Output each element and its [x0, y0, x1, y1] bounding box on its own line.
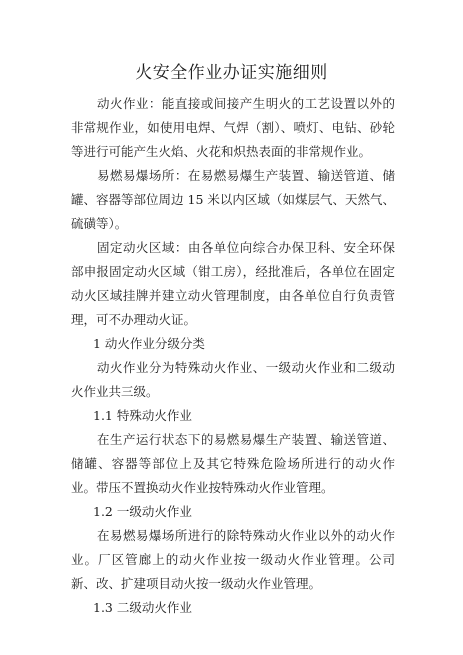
paragraph-special-hot-work: 在生产运行状态下的易燃易爆生产装置、输送管道、储罐、容器等部位上及其它特殊危险场所进行的动火作业。带压不置换动火作业按特殊动火作业管理。	[71, 432, 395, 495]
section-heading-1: 1 动火作业分级分类	[93, 336, 205, 351]
section-heading-1-2: 1.2 一级动火作业	[93, 504, 192, 519]
paragraph-first-level-hot-work: 在易燃易爆场所进行的除特殊动火作业以外的动火作业。厂区管廊上的动火作业按一级动火作业管理。公司新、改、扩建项目动火按一级动火作业管理。	[71, 528, 395, 591]
paragraph-flammable-site-definition: 易燃易爆场所：在易燃易爆生产装置、输送管道、储罐、容器等部位周边 15 米以内区域（如煤层气、天然气、硫磺等）。	[71, 168, 395, 231]
section-heading-1-1: 1.1 特殊动火作业	[93, 408, 192, 423]
document-title: 火安全作业办证实施细则	[135, 63, 328, 83]
document-body	[71, 92, 395, 620]
paragraph-fixed-area-definition: 固定动火区域：由各单位向综合办保卫科、安全环保部申报固定动火区域（钳工房），经批准后，各单位在固定动火区域挂牌并建立动火管理制度，由各单位自行负责管理，可不办理动火证。	[71, 240, 395, 327]
section-heading-1-3: 1.3 二级动火作业	[93, 600, 192, 615]
paragraph-hot-work-definition: 动火作业：能直接或间接产生明火的工艺设置以外的非常规作业，如使用电焊、气焊（割）、喷灯、电钻、砂轮等进行可能产生火焰、火花和炽热表面的非常规作业。	[71, 96, 395, 159]
paragraph-classification: 动火作业分为特殊动火作业、一级动火作业和二级动火作业共三级。	[71, 360, 395, 399]
